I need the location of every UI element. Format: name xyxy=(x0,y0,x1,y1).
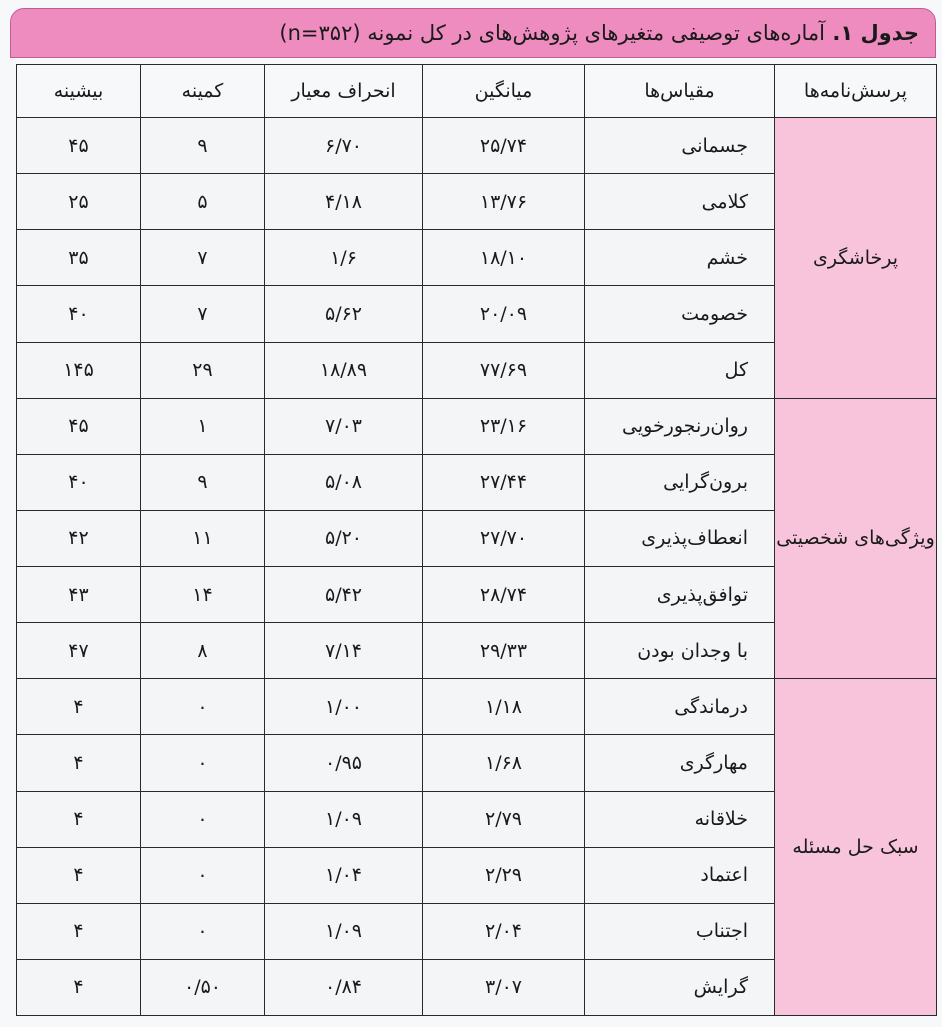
max-cell: ۴۵ xyxy=(17,118,141,174)
sd-cell: ۱/۰۹ xyxy=(265,903,423,959)
sd-cell: ۵/۴۲ xyxy=(265,567,423,623)
scale-cell: کلامی xyxy=(585,174,775,230)
table-row xyxy=(17,679,937,735)
max-cell: ۴۰ xyxy=(17,286,141,342)
mean-cell: ۲/۲۹ xyxy=(423,847,585,903)
min-cell: ۱۱ xyxy=(141,510,265,566)
mean-cell: ۲۰/۰۹ xyxy=(423,286,585,342)
scale-cell: مهارگری xyxy=(585,735,775,791)
scale-cell: با وجدان بودن xyxy=(585,623,775,679)
mean-cell: ۲۵/۷۴ xyxy=(423,118,585,174)
scale-cell: جسمانی xyxy=(585,118,775,174)
min-cell: ۰ xyxy=(141,735,265,791)
mean-cell: ۲۳/۱۶ xyxy=(423,398,585,454)
min-cell: ۱ xyxy=(141,398,265,454)
max-cell: ۴۲ xyxy=(17,510,141,566)
mean-cell: ۱۸/۱۰ xyxy=(423,230,585,286)
max-cell: ۴ xyxy=(17,903,141,959)
mean-cell: ۲۹/۳۳ xyxy=(423,623,585,679)
scale-cell: انعطاف‌پذیری xyxy=(585,510,775,566)
max-cell: ۴ xyxy=(17,679,141,735)
min-cell: ۵ xyxy=(141,174,265,230)
max-cell: ۴ xyxy=(17,959,141,1015)
header-row xyxy=(17,65,937,118)
table-caption: آماره‌های توصیفی متغیرهای پژوهش‌های در کل نمونه (n=۳۵۲) xyxy=(279,21,826,45)
max-cell: ۴۰ xyxy=(17,454,141,510)
table-number: جدول ۱. xyxy=(832,21,919,45)
sd-cell: ۵/۲۰ xyxy=(265,510,423,566)
min-cell: ۱۴ xyxy=(141,567,265,623)
min-cell: ۸ xyxy=(141,623,265,679)
max-cell: ۴ xyxy=(17,847,141,903)
min-cell: ۰ xyxy=(141,791,265,847)
sd-cell: ۱/۰۴ xyxy=(265,847,423,903)
table-row xyxy=(17,398,937,454)
sd-cell: ۰/۸۴ xyxy=(265,959,423,1015)
scale-cell: توافق‌پذیری xyxy=(585,567,775,623)
scale-cell: درماندگی xyxy=(585,679,775,735)
sd-cell: ۵/۰۸ xyxy=(265,454,423,510)
sd-cell: ۵/۶۲ xyxy=(265,286,423,342)
header-mean: میانگین xyxy=(423,65,585,118)
scale-cell: خصومت xyxy=(585,286,775,342)
max-cell: ۴ xyxy=(17,735,141,791)
mean-cell: ۲۷/۴۴ xyxy=(423,454,585,510)
max-cell: ۳۵ xyxy=(17,230,141,286)
mean-cell: ۱/۶۸ xyxy=(423,735,585,791)
sd-cell: ۱۸/۸۹ xyxy=(265,342,423,398)
scale-cell: کل xyxy=(585,342,775,398)
max-cell: ۴۷ xyxy=(17,623,141,679)
min-cell: ۰/۵۰ xyxy=(141,959,265,1015)
questionnaire-group-cell: سبک حل مسئله xyxy=(775,679,937,1016)
mean-cell: ۱۳/۷۶ xyxy=(423,174,585,230)
min-cell: ۲۹ xyxy=(141,342,265,398)
min-cell: ۹ xyxy=(141,454,265,510)
mean-cell: ۱/۱۸ xyxy=(423,679,585,735)
mean-cell: ۷۷/۶۹ xyxy=(423,342,585,398)
min-cell: ۹ xyxy=(141,118,265,174)
max-cell: ۲۵ xyxy=(17,174,141,230)
table-body xyxy=(17,118,937,1016)
sd-cell: ۷/۰۳ xyxy=(265,398,423,454)
table-row xyxy=(17,118,937,174)
min-cell: ۷ xyxy=(141,286,265,342)
scale-cell: خلاقانه xyxy=(585,791,775,847)
header-max: بیشینه xyxy=(17,65,141,118)
header-questionnaires: پرسش‌نامه‌ها xyxy=(775,65,937,118)
sd-cell: ۰/۹۵ xyxy=(265,735,423,791)
max-cell: ۴۵ xyxy=(17,398,141,454)
mean-cell: ۲/۷۹ xyxy=(423,791,585,847)
max-cell: ۴ xyxy=(17,791,141,847)
mean-cell: ۲/۰۴ xyxy=(423,903,585,959)
max-cell: ۱۴۵ xyxy=(17,342,141,398)
min-cell: ۰ xyxy=(141,847,265,903)
min-cell: ۷ xyxy=(141,230,265,286)
max-cell: ۴۳ xyxy=(17,567,141,623)
scale-cell: گرایش xyxy=(585,959,775,1015)
sd-cell: ۴/۱۸ xyxy=(265,174,423,230)
header-min: کمینه xyxy=(141,65,265,118)
scale-cell: برون‌گرایی xyxy=(585,454,775,510)
sd-cell: ۷/۱۴ xyxy=(265,623,423,679)
sd-cell: ۱/۰۹ xyxy=(265,791,423,847)
header-sd: انحراف معیار xyxy=(265,65,423,118)
scale-cell: روان‌رنجورخویی xyxy=(585,398,775,454)
scale-cell: خشم xyxy=(585,230,775,286)
table-title-bar xyxy=(10,8,936,58)
scale-cell: اجتناب xyxy=(585,903,775,959)
questionnaire-group-cell: پرخاشگری xyxy=(775,118,937,399)
min-cell: ۰ xyxy=(141,679,265,735)
descriptive-stats-table xyxy=(16,64,937,1016)
questionnaire-group-cell: ویژگی‌های شخصیتی xyxy=(775,398,937,679)
sd-cell: ۱/۶ xyxy=(265,230,423,286)
sd-cell: ۶/۷۰ xyxy=(265,118,423,174)
mean-cell: ۲۷/۷۰ xyxy=(423,510,585,566)
mean-cell: ۳/۰۷ xyxy=(423,959,585,1015)
table-title xyxy=(279,21,919,45)
header-scales: مقیاس‌ها xyxy=(585,65,775,118)
min-cell: ۰ xyxy=(141,903,265,959)
sd-cell: ۱/۰۰ xyxy=(265,679,423,735)
mean-cell: ۲۸/۷۴ xyxy=(423,567,585,623)
scale-cell: اعتماد xyxy=(585,847,775,903)
